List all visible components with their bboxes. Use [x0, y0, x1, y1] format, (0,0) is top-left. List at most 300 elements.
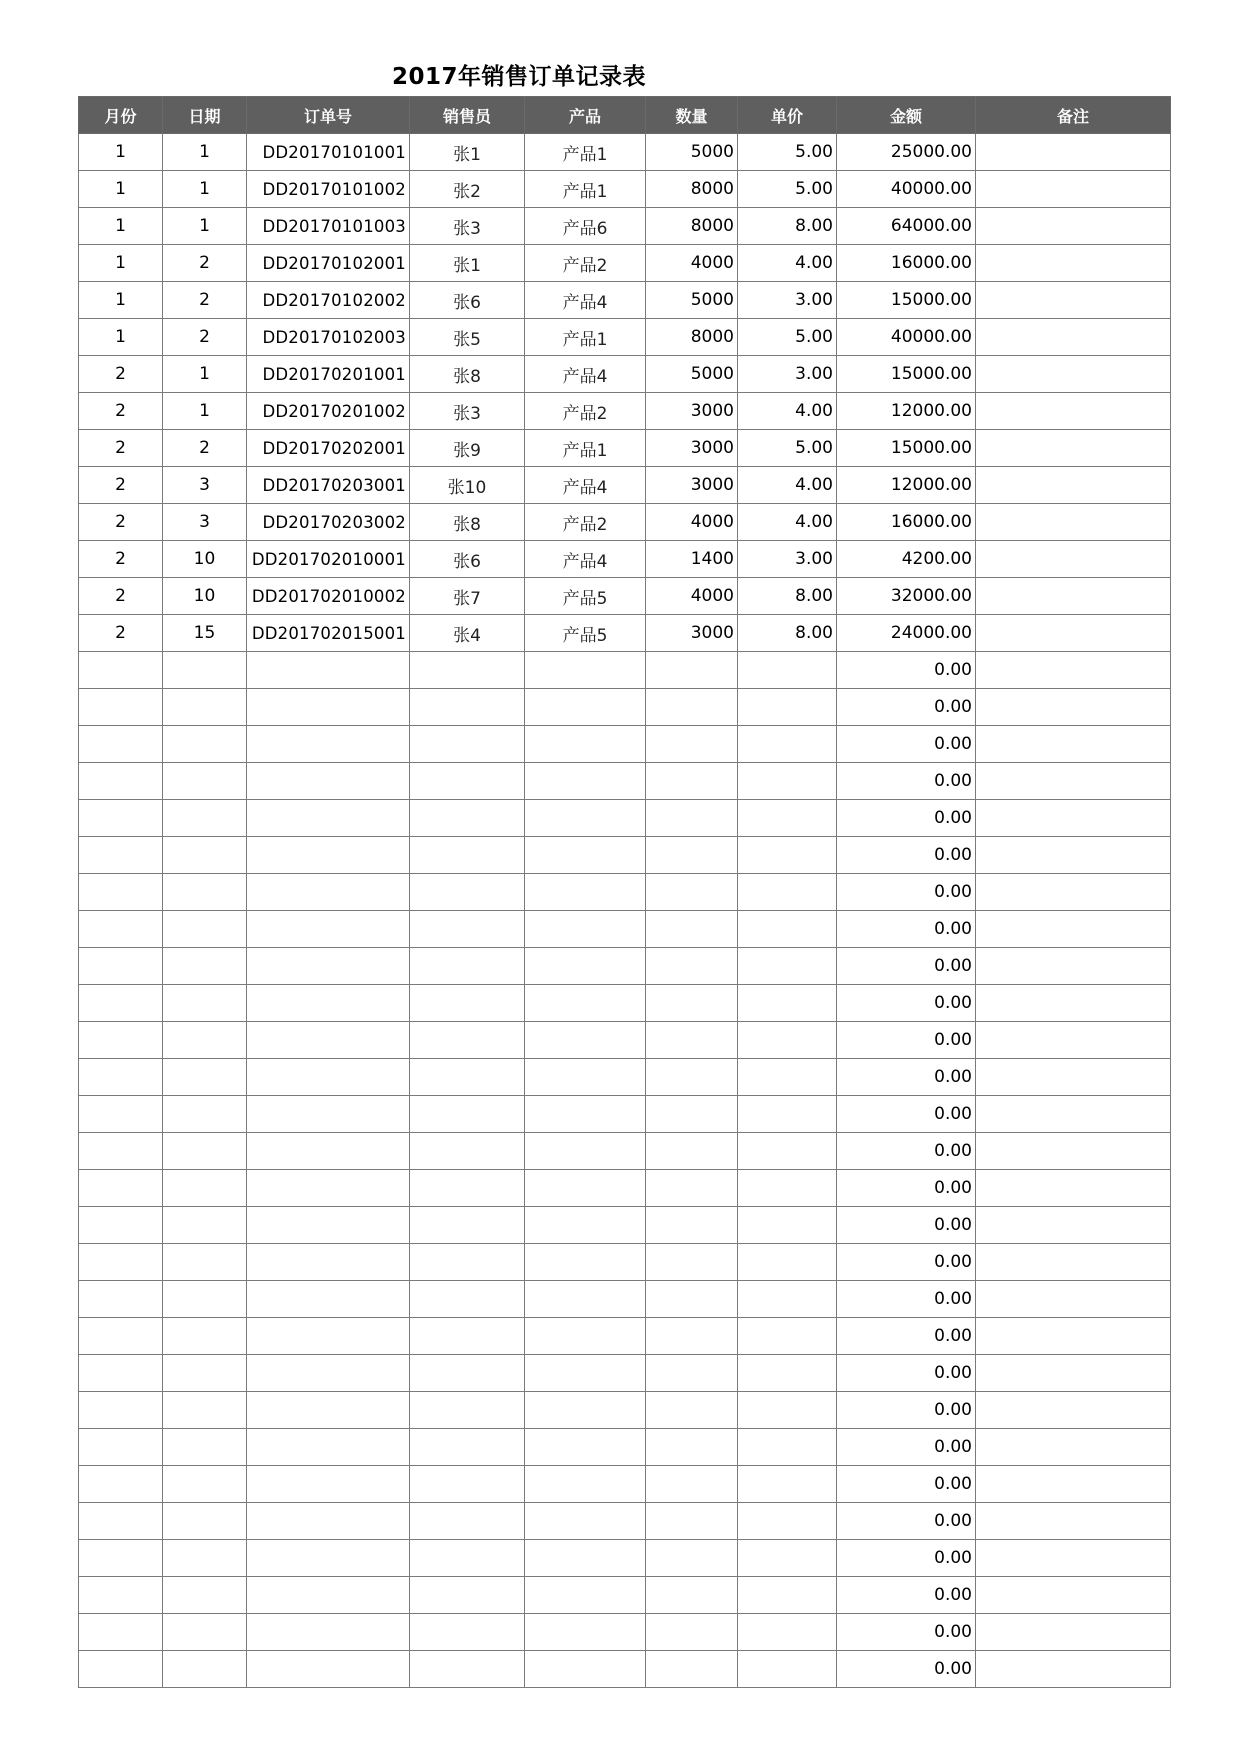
month-cell[interactable]: [79, 837, 163, 874]
order-no-cell[interactable]: [247, 1281, 410, 1318]
unit-price-cell[interactable]: [738, 985, 837, 1022]
order-no-cell[interactable]: [247, 1614, 410, 1651]
day-cell[interactable]: [163, 800, 247, 837]
order-no-cell[interactable]: [247, 1022, 410, 1059]
remarks-cell[interactable]: [976, 1207, 1171, 1244]
salesperson-cell[interactable]: [410, 1022, 525, 1059]
quantity-cell[interactable]: [646, 1244, 738, 1281]
unit-price-cell[interactable]: [738, 1466, 837, 1503]
month-cell[interactable]: [79, 763, 163, 800]
day-cell[interactable]: 1: [163, 134, 247, 171]
amount-cell[interactable]: 0.00: [837, 1281, 976, 1318]
order-no-cell[interactable]: [247, 763, 410, 800]
product-cell[interactable]: 产品1: [525, 430, 646, 467]
product-cell[interactable]: 产品6: [525, 208, 646, 245]
product-cell[interactable]: [525, 1651, 646, 1688]
salesperson-cell[interactable]: [410, 1133, 525, 1170]
product-cell[interactable]: 产品5: [525, 578, 646, 615]
unit-price-cell[interactable]: [738, 1577, 837, 1614]
quantity-cell[interactable]: [646, 1503, 738, 1540]
day-cell[interactable]: [163, 1022, 247, 1059]
order-no-cell[interactable]: [247, 1392, 410, 1429]
product-cell[interactable]: 产品1: [525, 134, 646, 171]
order-no-cell[interactable]: [247, 1207, 410, 1244]
amount-cell[interactable]: 0.00: [837, 1244, 976, 1281]
remarks-cell[interactable]: [976, 1244, 1171, 1281]
product-cell[interactable]: [525, 1429, 646, 1466]
salesperson-cell[interactable]: 张6: [410, 282, 525, 319]
col-header-product[interactable]: 产品: [525, 97, 646, 134]
order-no-cell[interactable]: [247, 1059, 410, 1096]
remarks-cell[interactable]: [976, 1577, 1171, 1614]
unit-price-cell[interactable]: 4.00: [738, 467, 837, 504]
day-cell[interactable]: [163, 1503, 247, 1540]
product-cell[interactable]: [525, 985, 646, 1022]
remarks-cell[interactable]: [976, 652, 1171, 689]
remarks-cell[interactable]: [976, 763, 1171, 800]
day-cell[interactable]: [163, 689, 247, 726]
amount-cell[interactable]: 0.00: [837, 1133, 976, 1170]
remarks-cell[interactable]: [976, 1022, 1171, 1059]
month-cell[interactable]: [79, 1133, 163, 1170]
amount-cell[interactable]: 0.00: [837, 689, 976, 726]
month-cell[interactable]: [79, 1096, 163, 1133]
quantity-cell[interactable]: [646, 1355, 738, 1392]
month-cell[interactable]: [79, 1059, 163, 1096]
unit-price-cell[interactable]: [738, 1503, 837, 1540]
unit-price-cell[interactable]: [738, 1355, 837, 1392]
amount-cell[interactable]: 16000.00: [837, 245, 976, 282]
month-cell[interactable]: [79, 1466, 163, 1503]
month-cell[interactable]: [79, 1207, 163, 1244]
month-cell[interactable]: [79, 1170, 163, 1207]
product-cell[interactable]: [525, 1503, 646, 1540]
day-cell[interactable]: [163, 1614, 247, 1651]
quantity-cell[interactable]: [646, 1318, 738, 1355]
month-cell[interactable]: [79, 1577, 163, 1614]
day-cell[interactable]: [163, 763, 247, 800]
order-no-cell[interactable]: [247, 1244, 410, 1281]
amount-cell[interactable]: 0.00: [837, 874, 976, 911]
month-cell[interactable]: 1: [79, 208, 163, 245]
salesperson-cell[interactable]: 张1: [410, 245, 525, 282]
remarks-cell[interactable]: [976, 1355, 1171, 1392]
quantity-cell[interactable]: [646, 1392, 738, 1429]
remarks-cell[interactable]: [976, 615, 1171, 652]
salesperson-cell[interactable]: [410, 726, 525, 763]
day-cell[interactable]: 10: [163, 541, 247, 578]
order-no-cell[interactable]: DD201702015001: [247, 615, 410, 652]
remarks-cell[interactable]: [976, 1281, 1171, 1318]
product-cell[interactable]: 产品4: [525, 467, 646, 504]
remarks-cell[interactable]: [976, 1318, 1171, 1355]
salesperson-cell[interactable]: 张8: [410, 504, 525, 541]
remarks-cell[interactable]: [976, 1540, 1171, 1577]
amount-cell[interactable]: 12000.00: [837, 467, 976, 504]
amount-cell[interactable]: 12000.00: [837, 393, 976, 430]
product-cell[interactable]: 产品1: [525, 171, 646, 208]
col-header-salesperson[interactable]: 销售员: [410, 97, 525, 134]
unit-price-cell[interactable]: 8.00: [738, 615, 837, 652]
day-cell[interactable]: [163, 1244, 247, 1281]
month-cell[interactable]: 2: [79, 430, 163, 467]
amount-cell[interactable]: 0.00: [837, 985, 976, 1022]
order-no-cell[interactable]: DD20170203001: [247, 467, 410, 504]
day-cell[interactable]: 2: [163, 245, 247, 282]
month-cell[interactable]: 1: [79, 245, 163, 282]
month-cell[interactable]: [79, 1392, 163, 1429]
remarks-cell[interactable]: [976, 245, 1171, 282]
amount-cell[interactable]: 0.00: [837, 837, 976, 874]
amount-cell[interactable]: 0.00: [837, 1429, 976, 1466]
order-no-cell[interactable]: [247, 652, 410, 689]
amount-cell[interactable]: 32000.00: [837, 578, 976, 615]
month-cell[interactable]: [79, 911, 163, 948]
quantity-cell[interactable]: [646, 985, 738, 1022]
order-no-cell[interactable]: [247, 985, 410, 1022]
month-cell[interactable]: 2: [79, 467, 163, 504]
unit-price-cell[interactable]: 3.00: [738, 282, 837, 319]
month-cell[interactable]: [79, 948, 163, 985]
amount-cell[interactable]: 0.00: [837, 1022, 976, 1059]
order-no-cell[interactable]: [247, 800, 410, 837]
product-cell[interactable]: [525, 652, 646, 689]
unit-price-cell[interactable]: [738, 689, 837, 726]
unit-price-cell[interactable]: [738, 1022, 837, 1059]
month-cell[interactable]: [79, 1614, 163, 1651]
amount-cell[interactable]: 0.00: [837, 1392, 976, 1429]
product-cell[interactable]: [525, 1392, 646, 1429]
amount-cell[interactable]: 0.00: [837, 800, 976, 837]
month-cell[interactable]: [79, 1244, 163, 1281]
quantity-cell[interactable]: 8000: [646, 208, 738, 245]
month-cell[interactable]: [79, 874, 163, 911]
order-no-cell[interactable]: DD20170102003: [247, 319, 410, 356]
product-cell[interactable]: [525, 1577, 646, 1614]
day-cell[interactable]: [163, 1355, 247, 1392]
remarks-cell[interactable]: [976, 1614, 1171, 1651]
day-cell[interactable]: 10: [163, 578, 247, 615]
order-no-cell[interactable]: [247, 726, 410, 763]
product-cell[interactable]: [525, 1170, 646, 1207]
remarks-cell[interactable]: [976, 171, 1171, 208]
salesperson-cell[interactable]: [410, 1318, 525, 1355]
remarks-cell[interactable]: [976, 1651, 1171, 1688]
salesperson-cell[interactable]: [410, 652, 525, 689]
quantity-cell[interactable]: [646, 1022, 738, 1059]
product-cell[interactable]: [525, 1614, 646, 1651]
product-cell[interactable]: 产品2: [525, 393, 646, 430]
quantity-cell[interactable]: 3000: [646, 430, 738, 467]
order-no-cell[interactable]: [247, 1466, 410, 1503]
product-cell[interactable]: [525, 1133, 646, 1170]
product-cell[interactable]: [525, 800, 646, 837]
day-cell[interactable]: [163, 985, 247, 1022]
day-cell[interactable]: 3: [163, 467, 247, 504]
unit-price-cell[interactable]: [738, 1614, 837, 1651]
amount-cell[interactable]: 0.00: [837, 1577, 976, 1614]
month-cell[interactable]: [79, 1355, 163, 1392]
quantity-cell[interactable]: 8000: [646, 319, 738, 356]
quantity-cell[interactable]: [646, 652, 738, 689]
product-cell[interactable]: [525, 1466, 646, 1503]
unit-price-cell[interactable]: 3.00: [738, 541, 837, 578]
month-cell[interactable]: 1: [79, 282, 163, 319]
salesperson-cell[interactable]: 张3: [410, 393, 525, 430]
salesperson-cell[interactable]: [410, 1540, 525, 1577]
amount-cell[interactable]: 0.00: [837, 1207, 976, 1244]
salesperson-cell[interactable]: [410, 1207, 525, 1244]
product-cell[interactable]: [525, 1244, 646, 1281]
order-no-cell[interactable]: [247, 1503, 410, 1540]
unit-price-cell[interactable]: [738, 1540, 837, 1577]
month-cell[interactable]: [79, 1503, 163, 1540]
remarks-cell[interactable]: [976, 1466, 1171, 1503]
quantity-cell[interactable]: [646, 1170, 738, 1207]
remarks-cell[interactable]: [976, 985, 1171, 1022]
salesperson-cell[interactable]: [410, 1503, 525, 1540]
quantity-cell[interactable]: [646, 1281, 738, 1318]
month-cell[interactable]: 1: [79, 171, 163, 208]
amount-cell[interactable]: 64000.00: [837, 208, 976, 245]
unit-price-cell[interactable]: [738, 948, 837, 985]
unit-price-cell[interactable]: [738, 726, 837, 763]
month-cell[interactable]: [79, 652, 163, 689]
product-cell[interactable]: 产品4: [525, 356, 646, 393]
col-header-unit-price[interactable]: 单价: [738, 97, 837, 134]
salesperson-cell[interactable]: [410, 874, 525, 911]
order-no-cell[interactable]: DD20170102002: [247, 282, 410, 319]
product-cell[interactable]: 产品5: [525, 615, 646, 652]
unit-price-cell[interactable]: [738, 1096, 837, 1133]
amount-cell[interactable]: 0.00: [837, 1466, 976, 1503]
unit-price-cell[interactable]: [738, 837, 837, 874]
order-no-cell[interactable]: [247, 948, 410, 985]
unit-price-cell[interactable]: 5.00: [738, 319, 837, 356]
salesperson-cell[interactable]: 张10: [410, 467, 525, 504]
product-cell[interactable]: [525, 948, 646, 985]
salesperson-cell[interactable]: [410, 1614, 525, 1651]
unit-price-cell[interactable]: [738, 652, 837, 689]
day-cell[interactable]: [163, 1429, 247, 1466]
remarks-cell[interactable]: [976, 726, 1171, 763]
day-cell[interactable]: [163, 1170, 247, 1207]
month-cell[interactable]: 2: [79, 356, 163, 393]
day-cell[interactable]: 2: [163, 282, 247, 319]
amount-cell[interactable]: 0.00: [837, 1614, 976, 1651]
day-cell[interactable]: [163, 1577, 247, 1614]
day-cell[interactable]: [163, 1318, 247, 1355]
order-no-cell[interactable]: [247, 1133, 410, 1170]
col-header-remarks[interactable]: 备注: [976, 97, 1171, 134]
remarks-cell[interactable]: [976, 911, 1171, 948]
day-cell[interactable]: [163, 911, 247, 948]
quantity-cell[interactable]: [646, 1133, 738, 1170]
day-cell[interactable]: [163, 1392, 247, 1429]
month-cell[interactable]: [79, 1540, 163, 1577]
salesperson-cell[interactable]: [410, 1651, 525, 1688]
salesperson-cell[interactable]: [410, 911, 525, 948]
salesperson-cell[interactable]: 张6: [410, 541, 525, 578]
day-cell[interactable]: 1: [163, 171, 247, 208]
quantity-cell[interactable]: 5000: [646, 356, 738, 393]
order-no-cell[interactable]: DD201702010002: [247, 578, 410, 615]
amount-cell[interactable]: 0.00: [837, 1170, 976, 1207]
order-no-cell[interactable]: [247, 1170, 410, 1207]
order-no-cell[interactable]: [247, 1096, 410, 1133]
quantity-cell[interactable]: [646, 1059, 738, 1096]
unit-price-cell[interactable]: [738, 911, 837, 948]
day-cell[interactable]: [163, 1540, 247, 1577]
quantity-cell[interactable]: 5000: [646, 282, 738, 319]
product-cell[interactable]: [525, 911, 646, 948]
month-cell[interactable]: 1: [79, 134, 163, 171]
product-cell[interactable]: [525, 1355, 646, 1392]
day-cell[interactable]: [163, 1466, 247, 1503]
amount-cell[interactable]: 4200.00: [837, 541, 976, 578]
product-cell[interactable]: [525, 763, 646, 800]
product-cell[interactable]: 产品2: [525, 245, 646, 282]
day-cell[interactable]: 2: [163, 319, 247, 356]
amount-cell[interactable]: 0.00: [837, 1651, 976, 1688]
salesperson-cell[interactable]: 张8: [410, 356, 525, 393]
amount-cell[interactable]: 0.00: [837, 948, 976, 985]
order-no-cell[interactable]: [247, 1577, 410, 1614]
amount-cell[interactable]: 0.00: [837, 1059, 976, 1096]
product-cell[interactable]: [525, 1059, 646, 1096]
month-cell[interactable]: [79, 985, 163, 1022]
remarks-cell[interactable]: [976, 134, 1171, 171]
salesperson-cell[interactable]: [410, 1170, 525, 1207]
amount-cell[interactable]: 0.00: [837, 1355, 976, 1392]
month-cell[interactable]: 2: [79, 615, 163, 652]
order-no-cell[interactable]: DD20170202001: [247, 430, 410, 467]
salesperson-cell[interactable]: 张7: [410, 578, 525, 615]
quantity-cell[interactable]: [646, 1466, 738, 1503]
unit-price-cell[interactable]: [738, 763, 837, 800]
salesperson-cell[interactable]: [410, 837, 525, 874]
product-cell[interactable]: [525, 837, 646, 874]
month-cell[interactable]: [79, 1651, 163, 1688]
remarks-cell[interactable]: [976, 541, 1171, 578]
month-cell[interactable]: 1: [79, 319, 163, 356]
day-cell[interactable]: [163, 948, 247, 985]
unit-price-cell[interactable]: 4.00: [738, 504, 837, 541]
order-no-cell[interactable]: [247, 1318, 410, 1355]
amount-cell[interactable]: 40000.00: [837, 319, 976, 356]
day-cell[interactable]: 15: [163, 615, 247, 652]
unit-price-cell[interactable]: [738, 1429, 837, 1466]
quantity-cell[interactable]: [646, 837, 738, 874]
unit-price-cell[interactable]: [738, 1392, 837, 1429]
quantity-cell[interactable]: 1400: [646, 541, 738, 578]
month-cell[interactable]: [79, 726, 163, 763]
amount-cell[interactable]: 15000.00: [837, 282, 976, 319]
quantity-cell[interactable]: 3000: [646, 467, 738, 504]
salesperson-cell[interactable]: [410, 1429, 525, 1466]
order-no-cell[interactable]: DD201702010001: [247, 541, 410, 578]
remarks-cell[interactable]: [976, 208, 1171, 245]
order-no-cell[interactable]: [247, 1355, 410, 1392]
salesperson-cell[interactable]: [410, 1355, 525, 1392]
unit-price-cell[interactable]: [738, 800, 837, 837]
quantity-cell[interactable]: [646, 1096, 738, 1133]
remarks-cell[interactable]: [976, 578, 1171, 615]
quantity-cell[interactable]: [646, 948, 738, 985]
salesperson-cell[interactable]: [410, 689, 525, 726]
remarks-cell[interactable]: [976, 1429, 1171, 1466]
salesperson-cell[interactable]: [410, 1577, 525, 1614]
salesperson-cell[interactable]: [410, 1059, 525, 1096]
remarks-cell[interactable]: [976, 393, 1171, 430]
unit-price-cell[interactable]: 5.00: [738, 430, 837, 467]
quantity-cell[interactable]: 4000: [646, 504, 738, 541]
col-header-quantity[interactable]: 数量: [646, 97, 738, 134]
product-cell[interactable]: [525, 1207, 646, 1244]
quantity-cell[interactable]: [646, 689, 738, 726]
quantity-cell[interactable]: 3000: [646, 615, 738, 652]
order-no-cell[interactable]: [247, 911, 410, 948]
product-cell[interactable]: [525, 1540, 646, 1577]
product-cell[interactable]: [525, 1318, 646, 1355]
remarks-cell[interactable]: [976, 467, 1171, 504]
unit-price-cell[interactable]: 3.00: [738, 356, 837, 393]
amount-cell[interactable]: 15000.00: [837, 356, 976, 393]
col-header-month[interactable]: 月份: [79, 97, 163, 134]
order-no-cell[interactable]: [247, 874, 410, 911]
order-no-cell[interactable]: DD20170102001: [247, 245, 410, 282]
salesperson-cell[interactable]: 张3: [410, 208, 525, 245]
amount-cell[interactable]: 0.00: [837, 1318, 976, 1355]
quantity-cell[interactable]: 4000: [646, 245, 738, 282]
product-cell[interactable]: 产品4: [525, 541, 646, 578]
unit-price-cell[interactable]: [738, 874, 837, 911]
amount-cell[interactable]: 0.00: [837, 1096, 976, 1133]
order-no-cell[interactable]: DD20170101003: [247, 208, 410, 245]
order-no-cell[interactable]: [247, 837, 410, 874]
remarks-cell[interactable]: [976, 1392, 1171, 1429]
product-cell[interactable]: [525, 726, 646, 763]
month-cell[interactable]: [79, 689, 163, 726]
order-no-cell[interactable]: DD20170101001: [247, 134, 410, 171]
salesperson-cell[interactable]: 张4: [410, 615, 525, 652]
unit-price-cell[interactable]: 4.00: [738, 245, 837, 282]
unit-price-cell[interactable]: [738, 1281, 837, 1318]
salesperson-cell[interactable]: [410, 763, 525, 800]
unit-price-cell[interactable]: [738, 1651, 837, 1688]
order-no-cell[interactable]: DD20170201001: [247, 356, 410, 393]
quantity-cell[interactable]: [646, 1614, 738, 1651]
day-cell[interactable]: [163, 1281, 247, 1318]
month-cell[interactable]: 2: [79, 578, 163, 615]
amount-cell[interactable]: 0.00: [837, 1503, 976, 1540]
month-cell[interactable]: 2: [79, 393, 163, 430]
remarks-cell[interactable]: [976, 689, 1171, 726]
day-cell[interactable]: 2: [163, 430, 247, 467]
order-no-cell[interactable]: [247, 1540, 410, 1577]
quantity-cell[interactable]: [646, 1577, 738, 1614]
unit-price-cell[interactable]: 4.00: [738, 393, 837, 430]
salesperson-cell[interactable]: 张2: [410, 171, 525, 208]
month-cell[interactable]: [79, 800, 163, 837]
amount-cell[interactable]: 0.00: [837, 652, 976, 689]
product-cell[interactable]: 产品1: [525, 319, 646, 356]
unit-price-cell[interactable]: [738, 1133, 837, 1170]
remarks-cell[interactable]: [976, 1059, 1171, 1096]
day-cell[interactable]: [163, 652, 247, 689]
day-cell[interactable]: [163, 1133, 247, 1170]
day-cell[interactable]: [163, 1096, 247, 1133]
